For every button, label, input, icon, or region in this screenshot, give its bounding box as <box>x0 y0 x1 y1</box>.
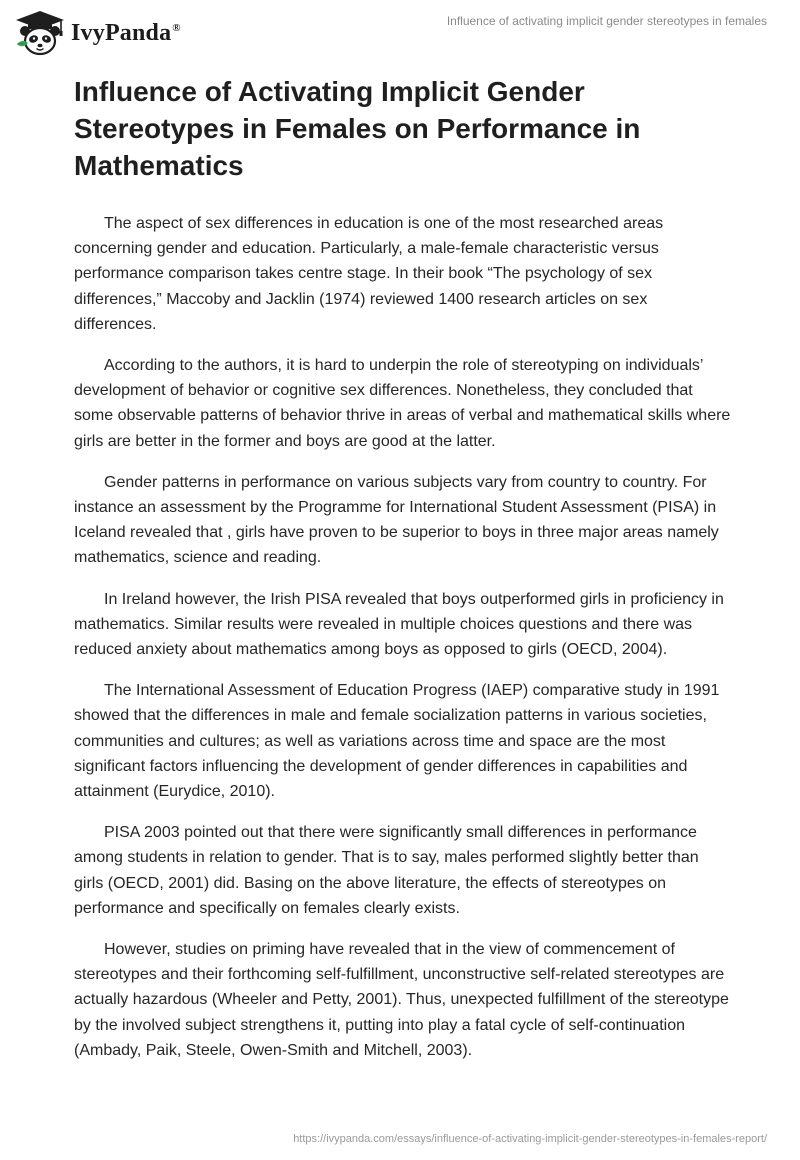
brand-name: IvyPanda® <box>71 19 181 46</box>
paragraph: PISA 2003 pointed out that there were significantly small differences in performance among students in relation to gender. That is to say, males performed slightly better than girls (OECD, 2001) did. Basing on the above literature, the effects of stereotypes on performance and specifically on females clearly exists. <box>74 824 699 917</box>
paragraph: Gender patterns in performance on various subjects vary from country to country. For instance an assessment by the Programme for International Student Assessment (PISA) in Iceland revealed that , girls have proven to be superior to boys in three major areas namely mathematics, science and reading. <box>74 473 719 567</box>
page-header <box>0 0 800 60</box>
running-title: Influence of activating implicit gender stereotypes in females <box>446 14 767 28</box>
source-url: https://ivypanda.com/essays/influence-of-activating-implicit-gender-stereotypes-in-females-report/ <box>293 1133 767 1145</box>
article-body <box>74 211 732 1079</box>
paragraph: In Ireland however, the Irish PISA revealed that boys outperformed girls in proficiency in mathematics. Similar results were revealed in multiple choices questions and there was reduced anxiety about mathematics among boys as opposed to girls (OECD, 2004). <box>74 590 724 659</box>
page-title: Influence of Activating Implicit Gender Stereotypes in Females on Performance in Mathematics <box>74 76 641 181</box>
paragraph: According to the authors, it is hard to underpin the role of stereotyping on individuals’ development of behavior or cognitive sex differences. Nonetheless, they concluded that some observable patterns of behavior thrive in areas of verbal and mathematical skills where girls are better in the former and boys are good at the latter. <box>74 357 731 450</box>
paragraph: The aspect of sex differences in education is one of the most researched areas concerning gender and education. Particularly, a male-female characteristic versus performance comparison takes centre stage. In their book “The psychology of sex differences,” Maccoby and Jacklin (1974) reviewed 1400 research articles on sex differences. <box>74 215 664 333</box>
ivypanda-logo[interactable] <box>14 9 181 57</box>
panda-graduate-icon <box>14 9 66 57</box>
paragraph: However, studies on priming have revealed that in the view of commencement of stereotypes and their forthcoming self-fulfillment, unconstructive self-related stereotypes are actually hazardous (Wheeler and Petty, 2001). Thus, unexpected fulfillment of the stereotype by the involved subject strengthens it, putting into play a fatal cycle of self-continuation (Ambady, Paik, Steele, Owen-Smith and Mitchell, 2003). <box>74 941 729 1059</box>
paragraph: The International Assessment of Education Progress (IAEP) comparative study in 1991 showed that the differences in male and female socialization patterns in various societies, communities and cultures; as well as variations across time and space are the most significant factors influencing the development of gender differences in capabilities and attainment (Eurydice, 2010). <box>74 682 720 801</box>
